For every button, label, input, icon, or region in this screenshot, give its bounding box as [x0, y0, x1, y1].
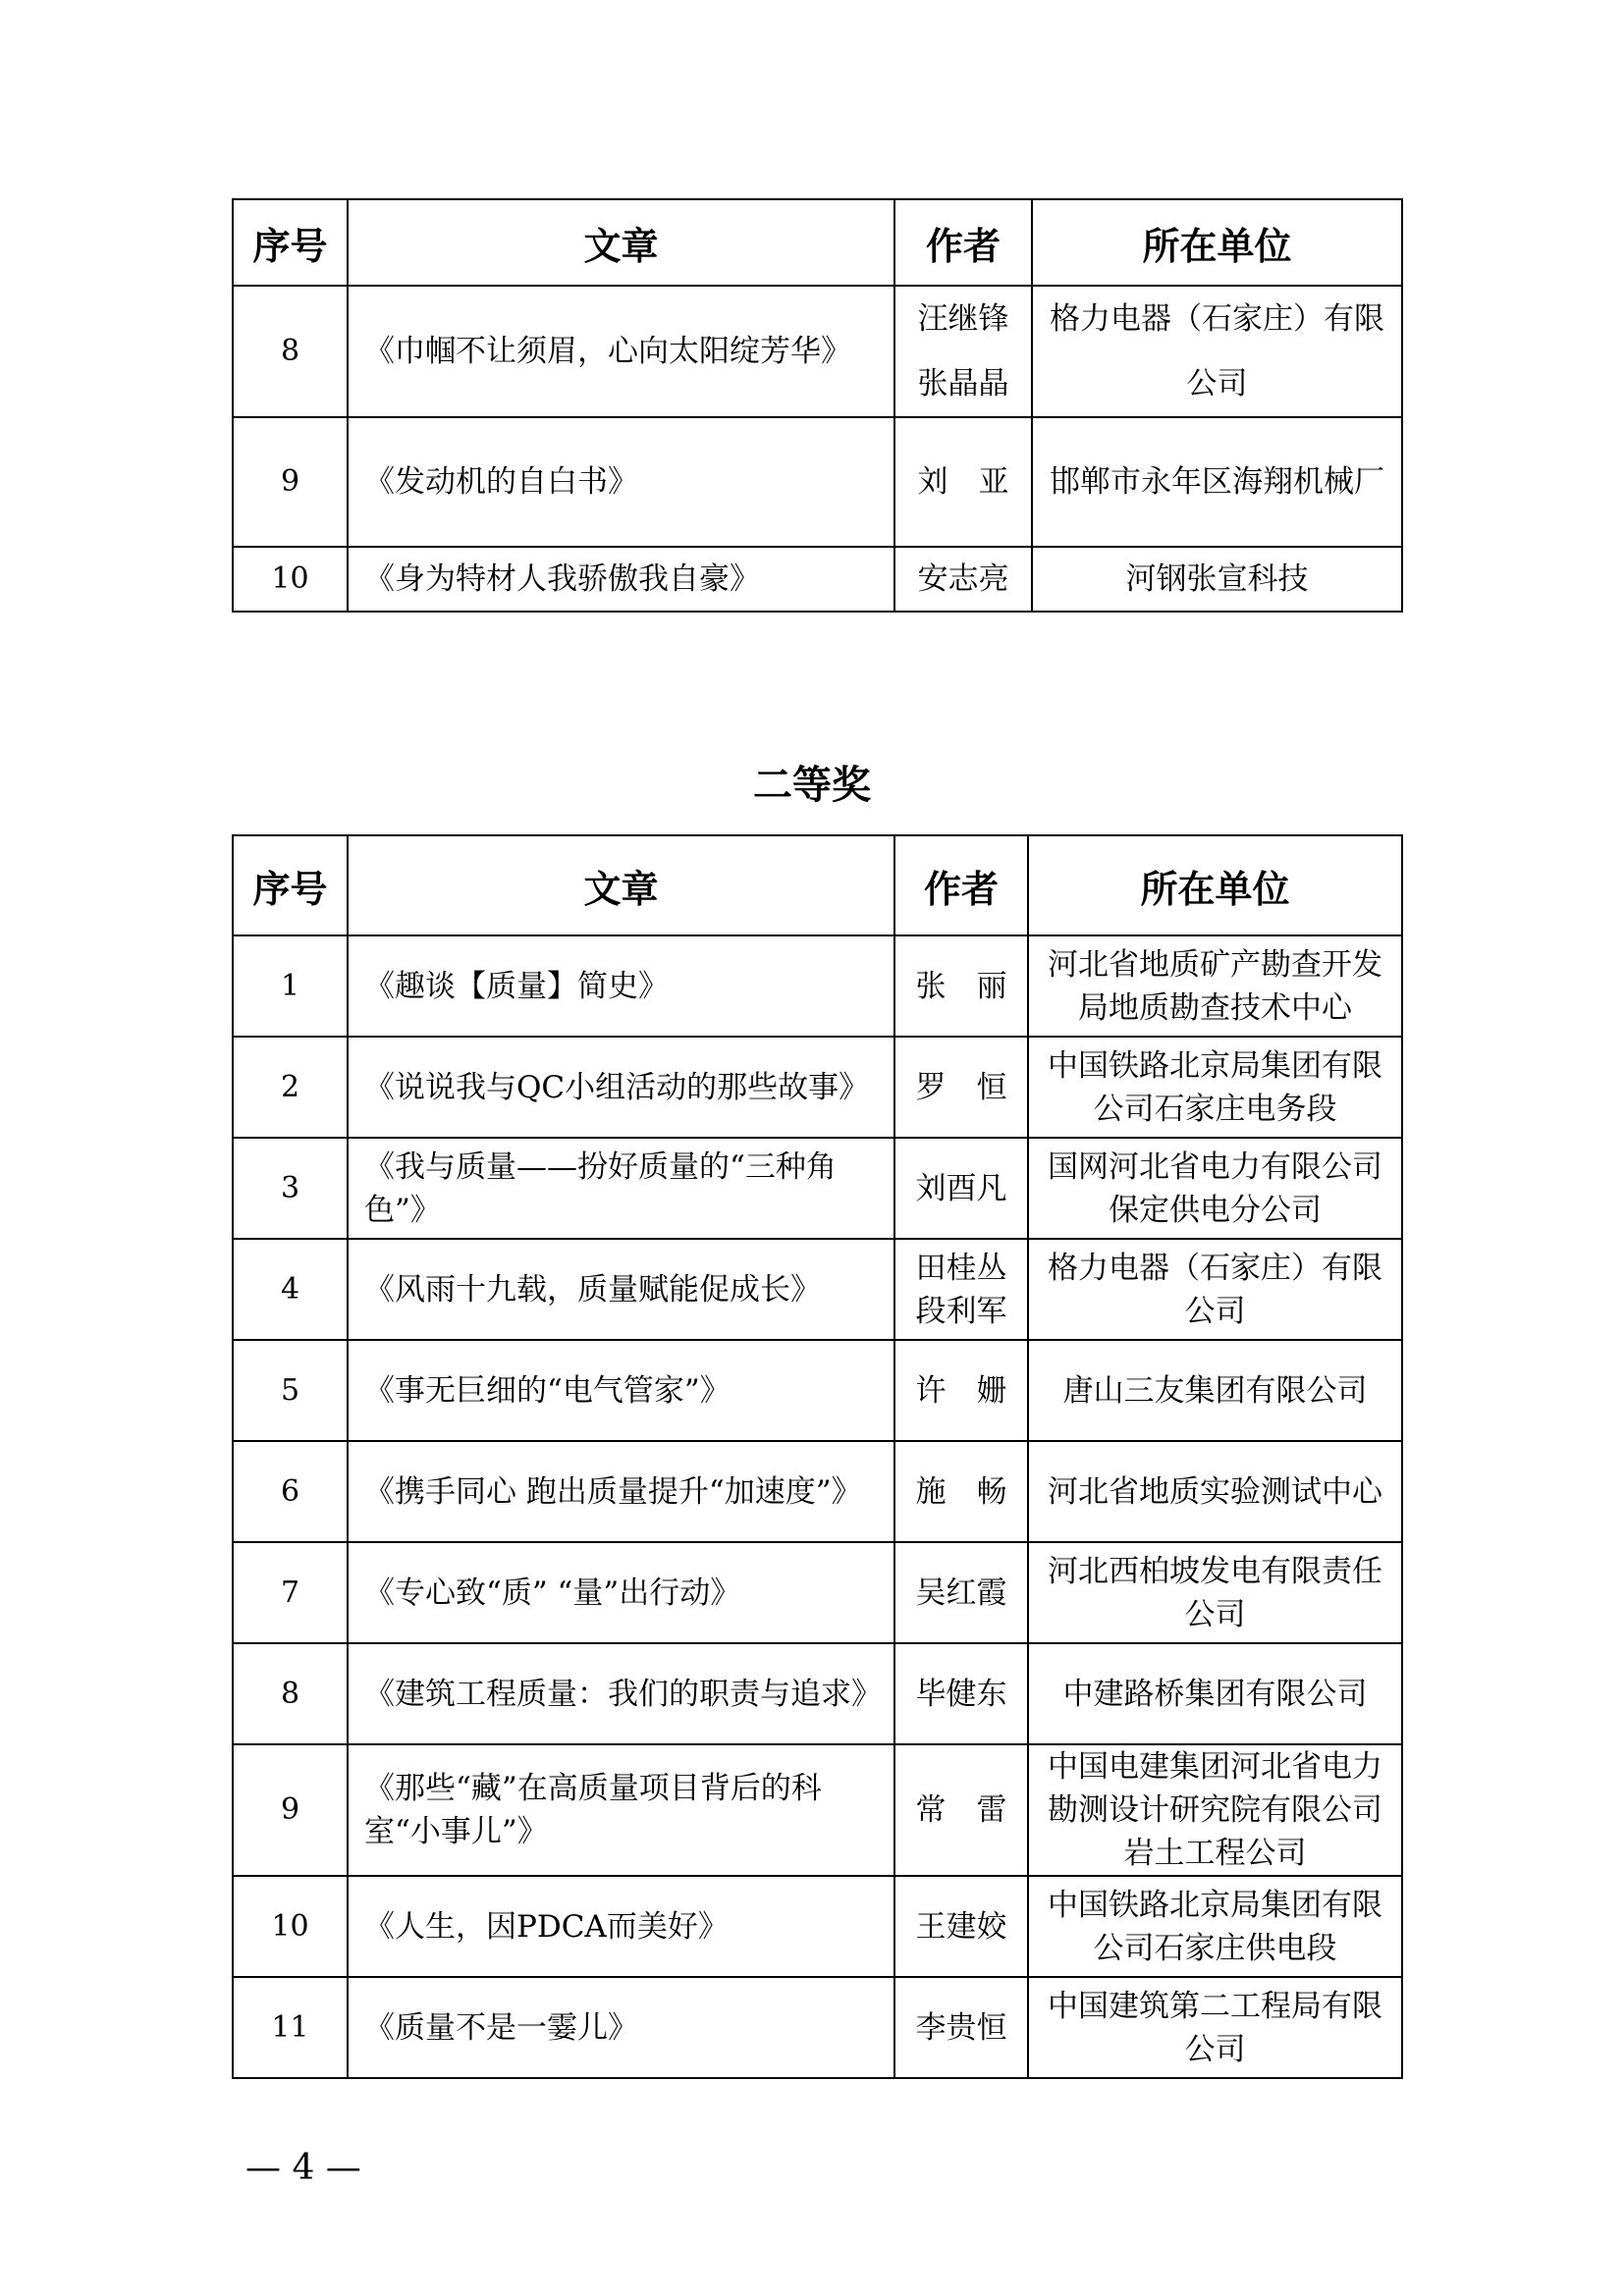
header-author: 作者	[894, 199, 1032, 286]
row-unit: 河北省地质矿产勘查开发局地质勘查技术中心	[1028, 935, 1402, 1037]
row-article: 《巾帼不让须眉，心向太阳绽芳华》	[348, 286, 894, 417]
row-article: 《携手同心 跑出质量提升“加速度”》	[348, 1441, 894, 1542]
header-article: 文章	[348, 835, 894, 935]
table-row	[233, 1138, 1402, 1239]
table-row	[233, 286, 1402, 417]
row-author: 毕健东	[894, 1643, 1028, 1744]
author-name: 汪继锋	[917, 301, 1009, 337]
row-article: 《发动机的自白书》	[348, 417, 894, 547]
row-seq: 10	[233, 1876, 348, 1977]
row-seq: 6	[233, 1441, 348, 1542]
row-author: 许 姗	[894, 1340, 1028, 1441]
table-header-row	[233, 199, 1402, 286]
row-unit: 中国建筑第二工程局有限公司	[1028, 1977, 1402, 2078]
row-unit: 河北省地质实验测试中心	[1028, 1441, 1402, 1542]
row-seq: 8	[233, 1643, 348, 1744]
row-article: 《专心致“质” “量”出行动》	[348, 1542, 894, 1643]
header-article: 文章	[348, 199, 894, 286]
row-article: 《人生，因PDCA而美好》	[348, 1876, 894, 1977]
page-number: — 4 —	[245, 2148, 361, 2188]
row-author	[894, 286, 1032, 417]
award-table-second-prize	[232, 834, 1403, 2079]
row-unit: 国网河北省电力有限公司保定供电分公司	[1028, 1138, 1402, 1239]
row-seq: 11	[233, 1977, 348, 2078]
row-author: 刘 亚	[894, 417, 1032, 547]
row-seq: 5	[233, 1340, 348, 1441]
row-seq: 3	[233, 1138, 348, 1239]
table-header-row	[233, 835, 1402, 935]
table-row	[233, 1441, 1402, 1542]
table-row	[233, 1876, 1402, 1977]
row-unit: 唐山三友集团有限公司	[1028, 1340, 1402, 1441]
row-article: 《那些“藏”在高质量项目背后的科室“小事儿”》	[348, 1744, 894, 1876]
award-table-first	[232, 198, 1403, 613]
row-unit: 邯郸市永年区海翔机械厂	[1032, 417, 1402, 547]
row-author: 刘酉凡	[894, 1138, 1028, 1239]
row-unit: 格力电器（石家庄）有限公司	[1028, 1239, 1402, 1340]
row-article: 《建筑工程质量：我们的职责与追求》	[348, 1643, 894, 1744]
row-author: 常 雷	[894, 1744, 1028, 1876]
table-row	[233, 935, 1402, 1037]
row-seq: 4	[233, 1239, 348, 1340]
author-name: 张晶晶	[917, 366, 1009, 401]
author-name: 田桂丛	[915, 1250, 1007, 1286]
row-author: 罗 恒	[894, 1037, 1028, 1138]
header-seq: 序号	[233, 835, 348, 935]
row-unit: 中国铁路北京局集团有限公司石家庄电务段	[1028, 1037, 1402, 1138]
table-row	[233, 1340, 1402, 1441]
row-unit: 中国电建集团河北省电力勘测设计研究院有限公司岩土工程公司	[1028, 1744, 1402, 1876]
row-author: 施 畅	[894, 1441, 1028, 1542]
row-unit: 中建路桥集团有限公司	[1028, 1643, 1402, 1744]
table-row	[233, 1643, 1402, 1744]
table-row	[233, 1037, 1402, 1138]
row-unit: 中国铁路北京局集团有限公司石家庄供电段	[1028, 1876, 1402, 1977]
row-seq: 10	[233, 547, 348, 612]
table-row	[233, 1542, 1402, 1643]
row-author	[894, 1239, 1028, 1340]
table-row	[233, 417, 1402, 547]
row-article: 《事无巨细的“电气管家”》	[348, 1340, 894, 1441]
row-author: 吴红霞	[894, 1542, 1028, 1643]
row-author: 李贵恒	[894, 1977, 1028, 2078]
row-unit: 河钢张宣科技	[1032, 547, 1402, 612]
table-row	[233, 547, 1402, 612]
row-article: 《质量不是一霎儿》	[348, 1977, 894, 2078]
header-unit: 所在单位	[1028, 835, 1402, 935]
row-article: 《趣谈【质量】简史》	[348, 935, 894, 1037]
section-heading-second-prize: 二等奖	[753, 763, 871, 808]
row-author: 张 丽	[894, 935, 1028, 1037]
row-unit: 河北西柏坡发电有限责任公司	[1028, 1542, 1402, 1643]
row-seq: 9	[233, 1744, 348, 1876]
row-seq: 7	[233, 1542, 348, 1643]
row-article: 《我与质量——扮好质量的“三种角色”》	[348, 1138, 894, 1239]
row-unit: 格力电器（石家庄）有限公司	[1032, 286, 1402, 417]
table-row	[233, 1239, 1402, 1340]
row-author: 王建姣	[894, 1876, 1028, 1977]
row-seq: 8	[233, 286, 348, 417]
table-row	[233, 1977, 1402, 2078]
header-author: 作者	[894, 835, 1028, 935]
row-seq: 9	[233, 417, 348, 547]
header-unit: 所在单位	[1032, 199, 1402, 286]
header-seq: 序号	[233, 199, 348, 286]
table-row	[233, 1744, 1402, 1876]
author-name: 段利军	[915, 1293, 1007, 1329]
row-article: 《身为特材人我骄傲我自豪》	[348, 547, 894, 612]
row-author: 安志亮	[894, 547, 1032, 612]
row-seq: 2	[233, 1037, 348, 1138]
row-article: 《说说我与QC小组活动的那些故事》	[348, 1037, 894, 1138]
row-article: 《风雨十九载，质量赋能促成长》	[348, 1239, 894, 1340]
row-seq: 1	[233, 935, 348, 1037]
